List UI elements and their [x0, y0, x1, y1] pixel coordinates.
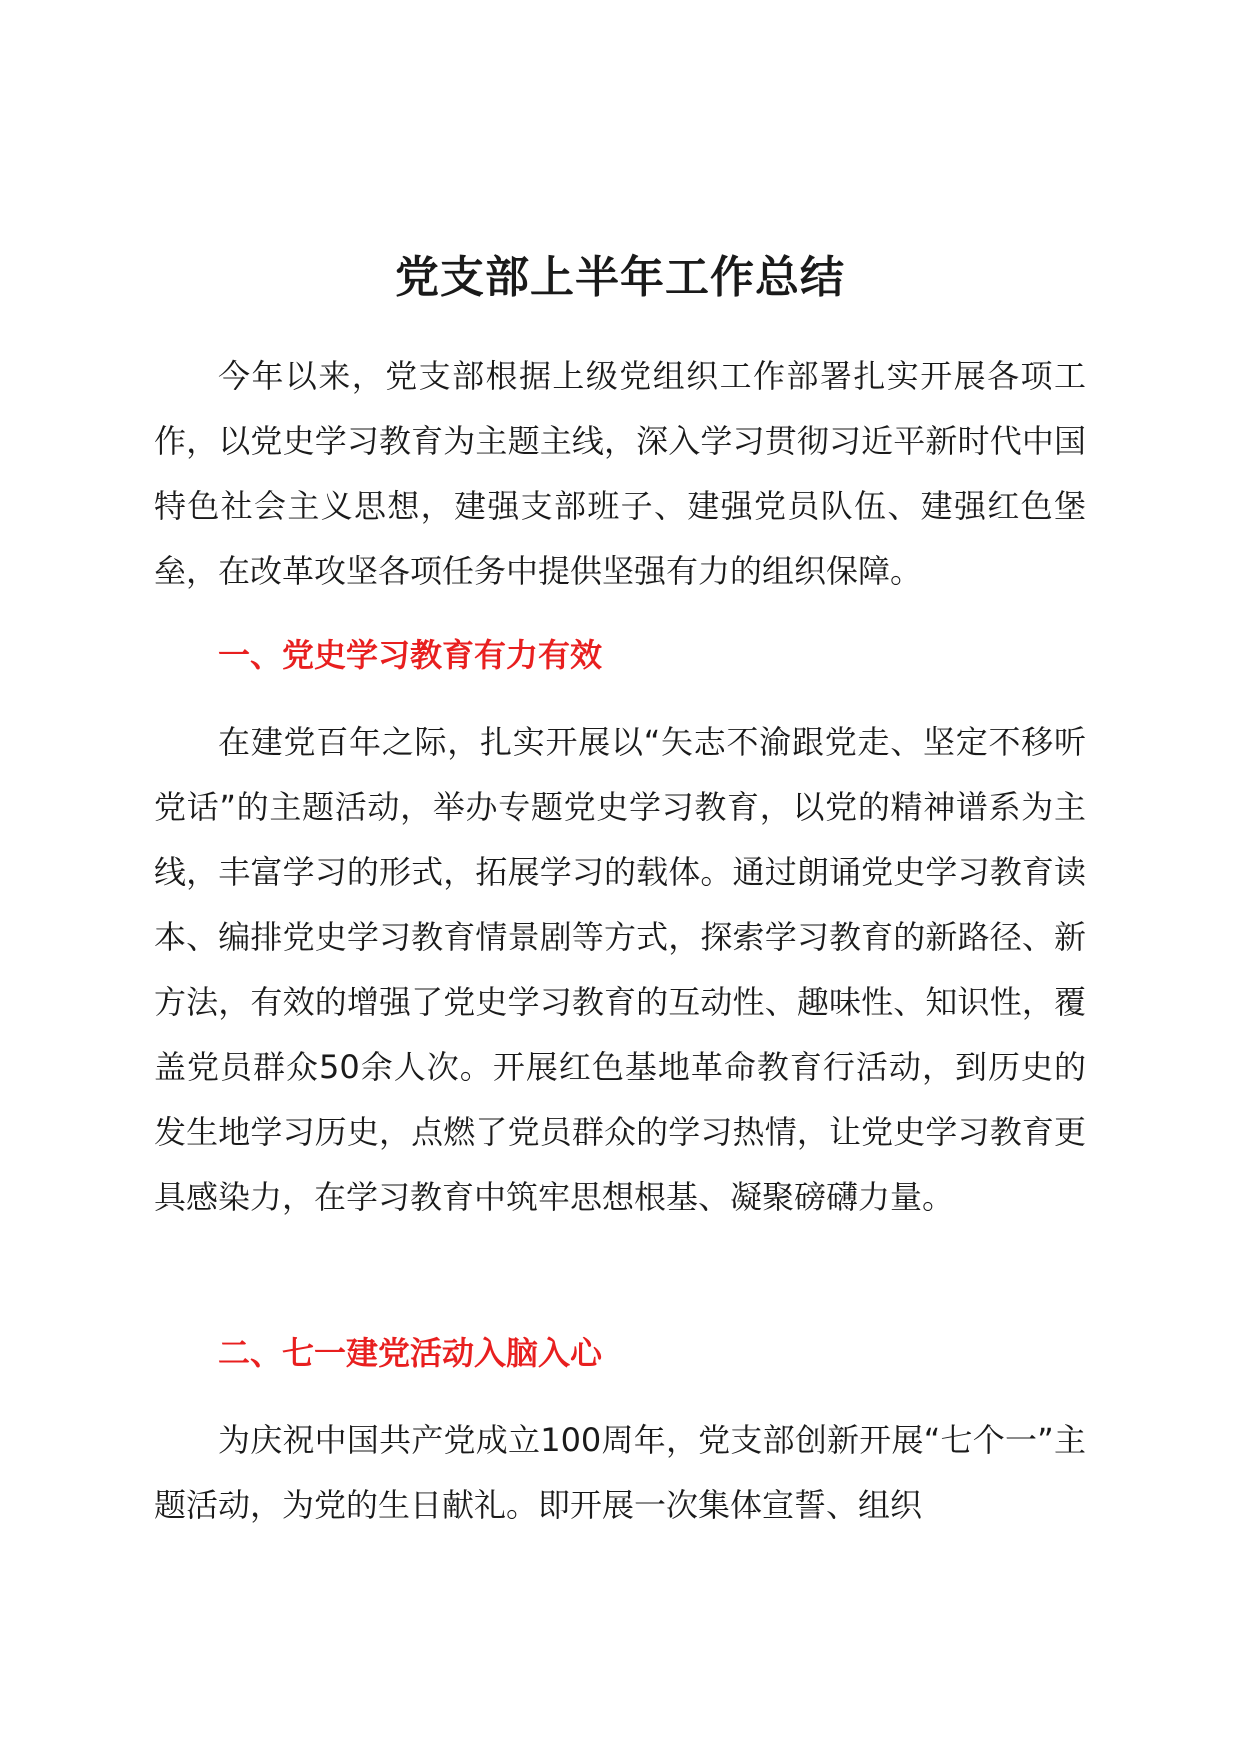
- section-2-paragraph: 为庆祝中国共产党成立100周年，党支部创新开展“七个一”主题活动，为党的生日献礼。即开展一次集体宣誓、组织: [154, 1421, 1086, 1524]
- section-heading-2: 二、七一建党活动入脑入心: [218, 1334, 603, 1372]
- section-heading-1: 一、党史学习教育有力有效: [218, 636, 603, 674]
- document-title: 党支部上半年工作总结: [395, 252, 845, 303]
- intro-paragraph: 今年以来，党支部根据上级党组织工作部署扎实开展各项工作，以党史学习教育为主题主线，深入学习贯彻习近平新时代中国特色社会主义思想，建强支部班子、建强党员队伍、建强红色堡垒，在改革攻坚各项任务中提供坚强有力的组织保障。: [154, 357, 1086, 590]
- section-1-paragraph: 在建党百年之际，扎实开展以“矢志不渝跟党走、坚定不移听党话”的主题活动，举办专题党史学习教育，以党的精神谱系为主线，丰富学习的形式，拓展学习的载体。通过朗诵党史学习教育读本、编排党史学习教育情景剧等方式，探索学习教育的新路径、新方法，有效的增强了党史学习教育的互动性、趣味性、知识性，覆盖党员群众50余人次。开展红色基地革命教育行活动，到历史的发生地学习历史，点燃了党员群众的学习热情，让党史学习教育更具感染力，在学习教育中筑牢思想根基、凝聚磅礴力量。: [154, 723, 1086, 1216]
